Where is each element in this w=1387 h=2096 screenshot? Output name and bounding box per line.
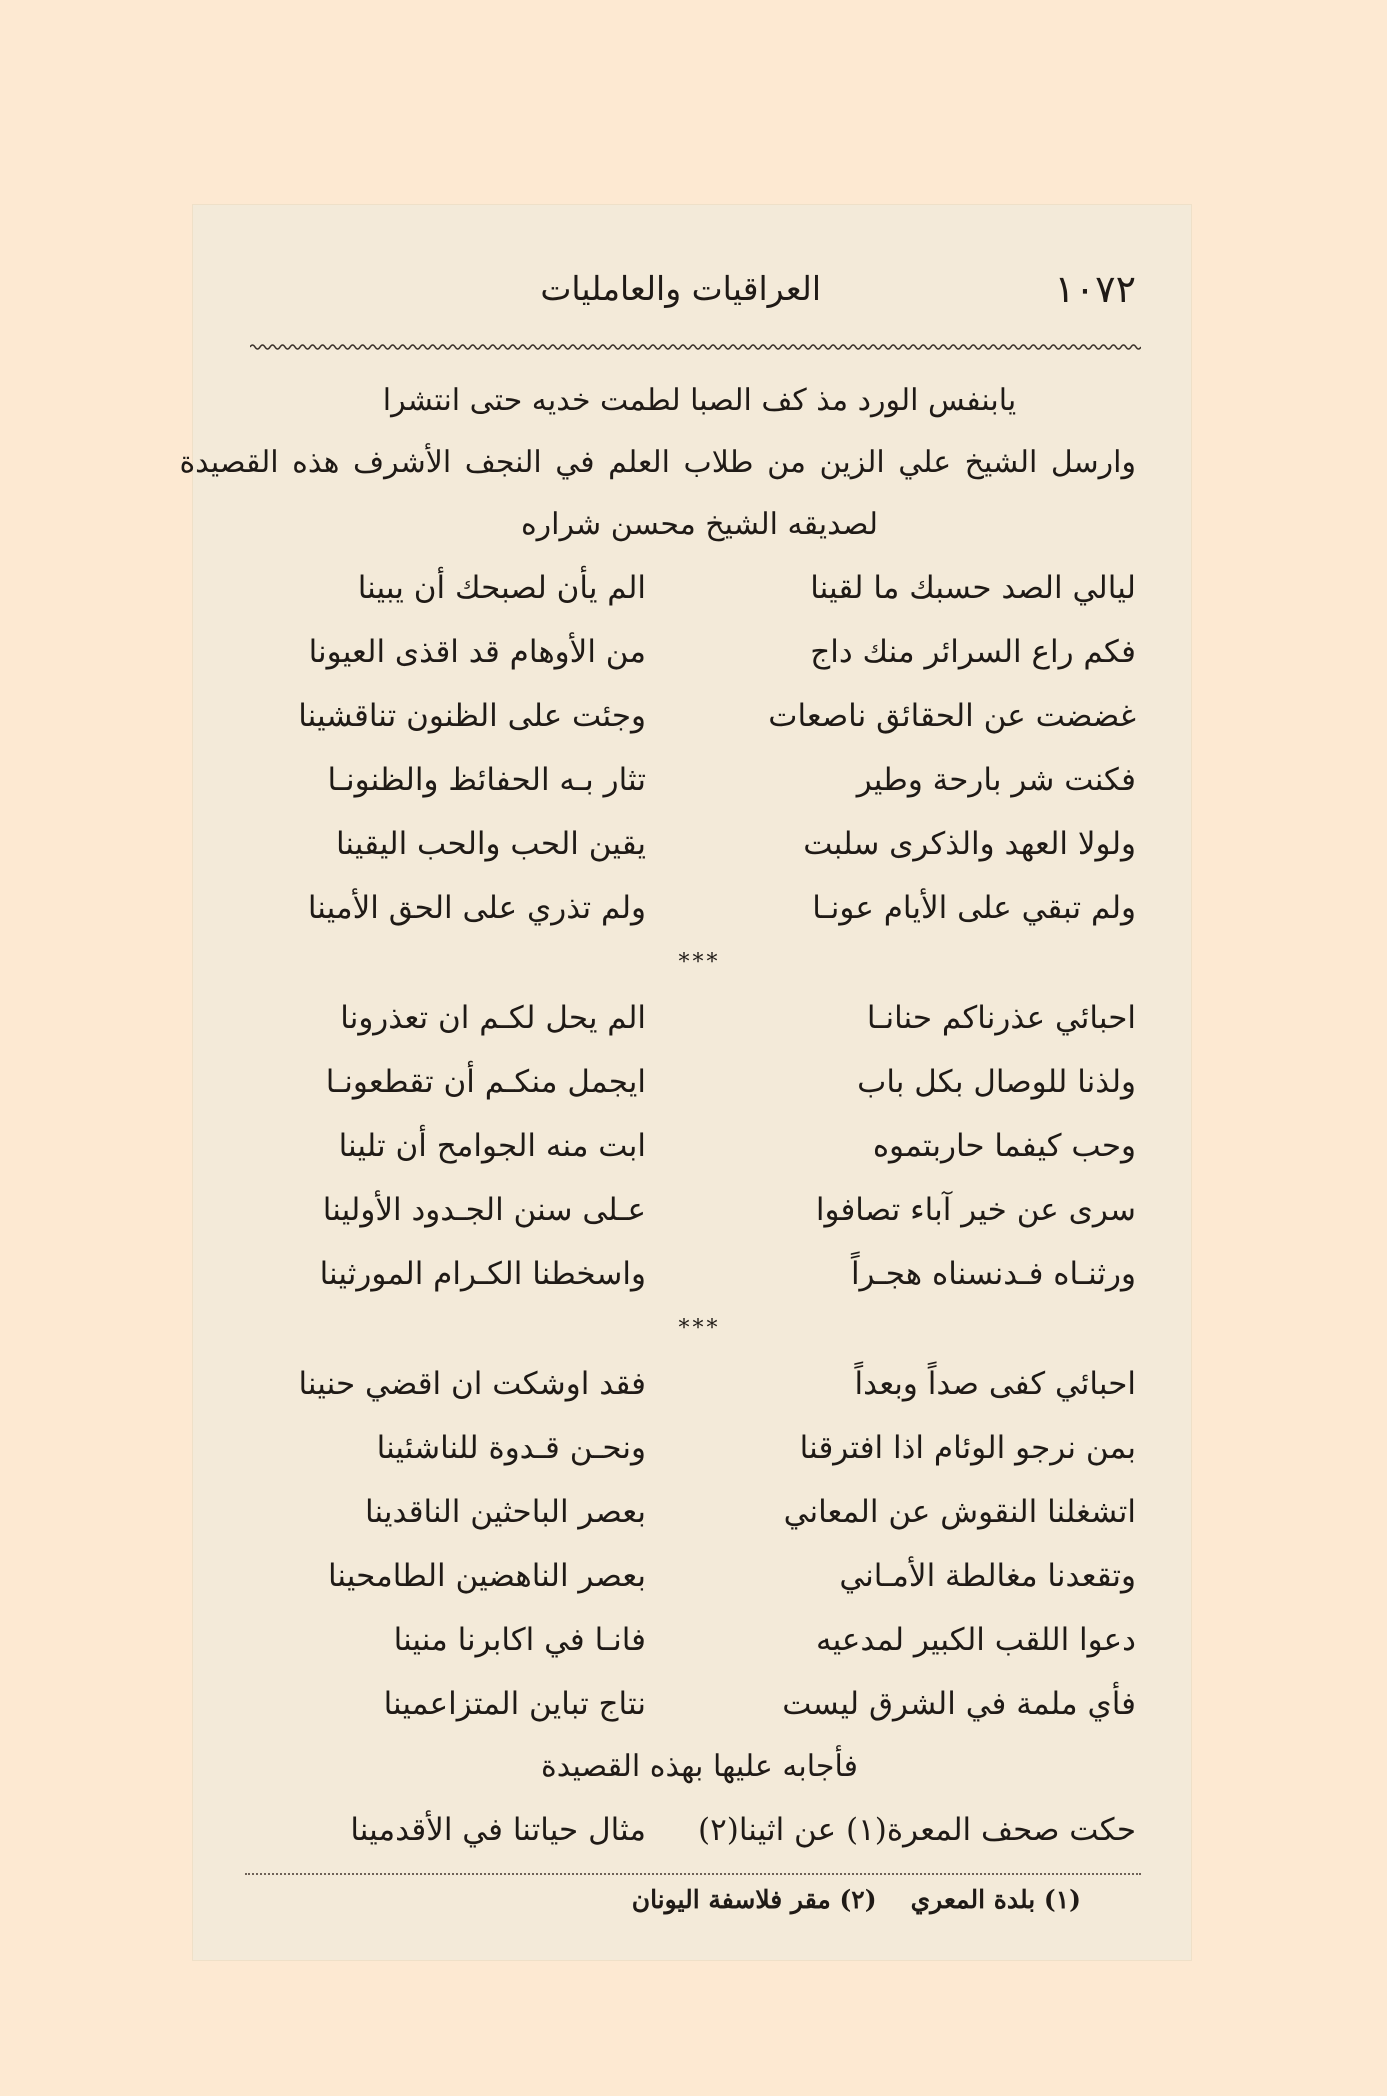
first-hemistich: وحب كيفما حاربتموه xyxy=(872,1128,1136,1164)
second-hemistich: عـلى سنن الجـدود الأولينا xyxy=(322,1192,646,1228)
verse-line xyxy=(263,1544,1136,1608)
verse-line xyxy=(263,620,1136,684)
first-hemistich: سرى عن خير آباء تصافوا xyxy=(815,1192,1136,1228)
first-hemistich: فأي ملمة في الشرق ليست xyxy=(782,1686,1136,1722)
verse-line xyxy=(263,556,1136,620)
verse-line xyxy=(263,986,1136,1050)
intro-prose: وارسل الشيخ علي الزين من طلاب العلم في النجف الأشرف هذه القصيدة xyxy=(179,445,1136,480)
second-hemistich: نتاج تباين المتزاعمينا xyxy=(383,1686,646,1722)
first-hemistich: ولذنا للوصال بكل باب xyxy=(857,1064,1136,1100)
second-hemistich: مثال حياتنا في الأقدمينا xyxy=(350,1812,646,1848)
running-title: العراقيات والعامليات xyxy=(540,269,821,308)
stanza-1 xyxy=(263,556,1136,940)
reply-verse xyxy=(263,1798,1136,1862)
verse-line xyxy=(263,1114,1136,1178)
second-hemistich: واسخطنا الكـرام المورثينا xyxy=(319,1256,646,1292)
first-hemistich: حكت صحف المعرة(١) عن اثينا(٢) xyxy=(697,1812,1136,1848)
verse-line xyxy=(263,812,1136,876)
verse-line xyxy=(263,1352,1136,1416)
second-hemistich: بعصر الباحثين الناقدينا xyxy=(365,1494,646,1530)
verse-line xyxy=(263,1416,1136,1480)
verse-line xyxy=(263,684,1136,748)
verse-line xyxy=(263,1672,1136,1736)
verse-line xyxy=(263,1480,1136,1544)
verse-line xyxy=(263,1178,1136,1242)
second-hemistich: يقين الحب والحب اليقينا xyxy=(335,826,646,862)
first-hemistich: ولولا العهد والذكرى سلبت xyxy=(803,826,1136,862)
second-hemistich: وجئت على الظنون تناقشينا xyxy=(298,698,646,734)
second-hemistich: الم يحل لكـم ان تعذرونا xyxy=(340,1000,646,1036)
first-hemistich: بمن نرجو الوئام اذا افترقنا xyxy=(799,1430,1136,1466)
second-hemistich: ايجمل منكـم أن تقطعونـا xyxy=(325,1064,646,1100)
footnotes xyxy=(598,1885,1081,1914)
stanza-3 xyxy=(263,1352,1136,1736)
first-hemistich: فكنت شر بارحة وطير xyxy=(856,762,1136,798)
first-hemistich: ليالي الصد حسبك ما لقينا xyxy=(810,570,1136,606)
footnote-1: (١) بلدة المعري xyxy=(910,1885,1081,1914)
opening-verse: يابنفس الورد مذ كف الصبا لطمت خديه حتى انتشرا xyxy=(382,383,1017,418)
second-hemistich: ولم تذري على الحق الأمينا xyxy=(307,890,646,926)
second-hemistich: فقد اوشكت ان اقضي حنينا xyxy=(298,1366,646,1402)
book-page xyxy=(179,205,1191,1960)
second-hemistich: تثار بـه الحفائظ والظنونـا xyxy=(327,762,646,798)
footnote-divider xyxy=(245,1873,1141,1875)
wavy-separator xyxy=(250,341,1141,353)
verse-line xyxy=(263,1050,1136,1114)
verse-line xyxy=(263,876,1136,940)
poem-body xyxy=(179,370,1136,1862)
second-hemistich: بعصر الناهضين الطامحينا xyxy=(327,1558,646,1594)
first-hemistich: وتقعدنا مغالطة الأمـاني xyxy=(839,1558,1136,1594)
first-hemistich: غضضت عن الحقائق ناصعات xyxy=(768,698,1136,734)
first-hemistich: احبائي عذرناكم حنانـا xyxy=(866,1000,1136,1036)
second-hemistich: فانـا في اكابرنا منينا xyxy=(393,1622,646,1658)
first-hemistich: احبائي كفى صداً وبعداً xyxy=(854,1366,1136,1402)
reply-heading: فأجابه عليها بهذه القصيدة xyxy=(541,1749,858,1784)
footnote-2: (٢) مقر فلاسفة اليونان xyxy=(631,1885,877,1914)
first-hemistich: ورثنـاه فـدنسناه هجـراً xyxy=(850,1256,1136,1292)
dedication: لصديقه الشيخ محسن شراره xyxy=(520,507,879,542)
first-hemistich: دعوا اللقب الكبير لمدعيه xyxy=(815,1622,1136,1658)
page-header xyxy=(253,267,1136,327)
first-hemistich: اتشغلنا النقوش عن المعاني xyxy=(783,1494,1136,1530)
stanza-separator: *** xyxy=(678,950,721,975)
second-hemistich: ابت منه الجوامح أن تلينا xyxy=(338,1128,646,1164)
stanza-separator: *** xyxy=(678,1316,721,1341)
first-hemistich: فكم راع السرائر منك داج xyxy=(810,634,1136,670)
page-number: ١٠٧٢ xyxy=(1054,267,1136,311)
second-hemistich: من الأوهام قد اقذى العيونا xyxy=(308,634,646,670)
verse-line xyxy=(263,1242,1136,1306)
verse-line xyxy=(263,748,1136,812)
stanza-2 xyxy=(263,986,1136,1306)
verse-line xyxy=(263,1608,1136,1672)
second-hemistich: ونحـن قـدوة للناشئينا xyxy=(376,1430,646,1466)
first-hemistich: ولم تبقي على الأيام عونـا xyxy=(812,890,1136,926)
second-hemistich: الم يأن لصبحك أن يبينا xyxy=(357,570,646,606)
